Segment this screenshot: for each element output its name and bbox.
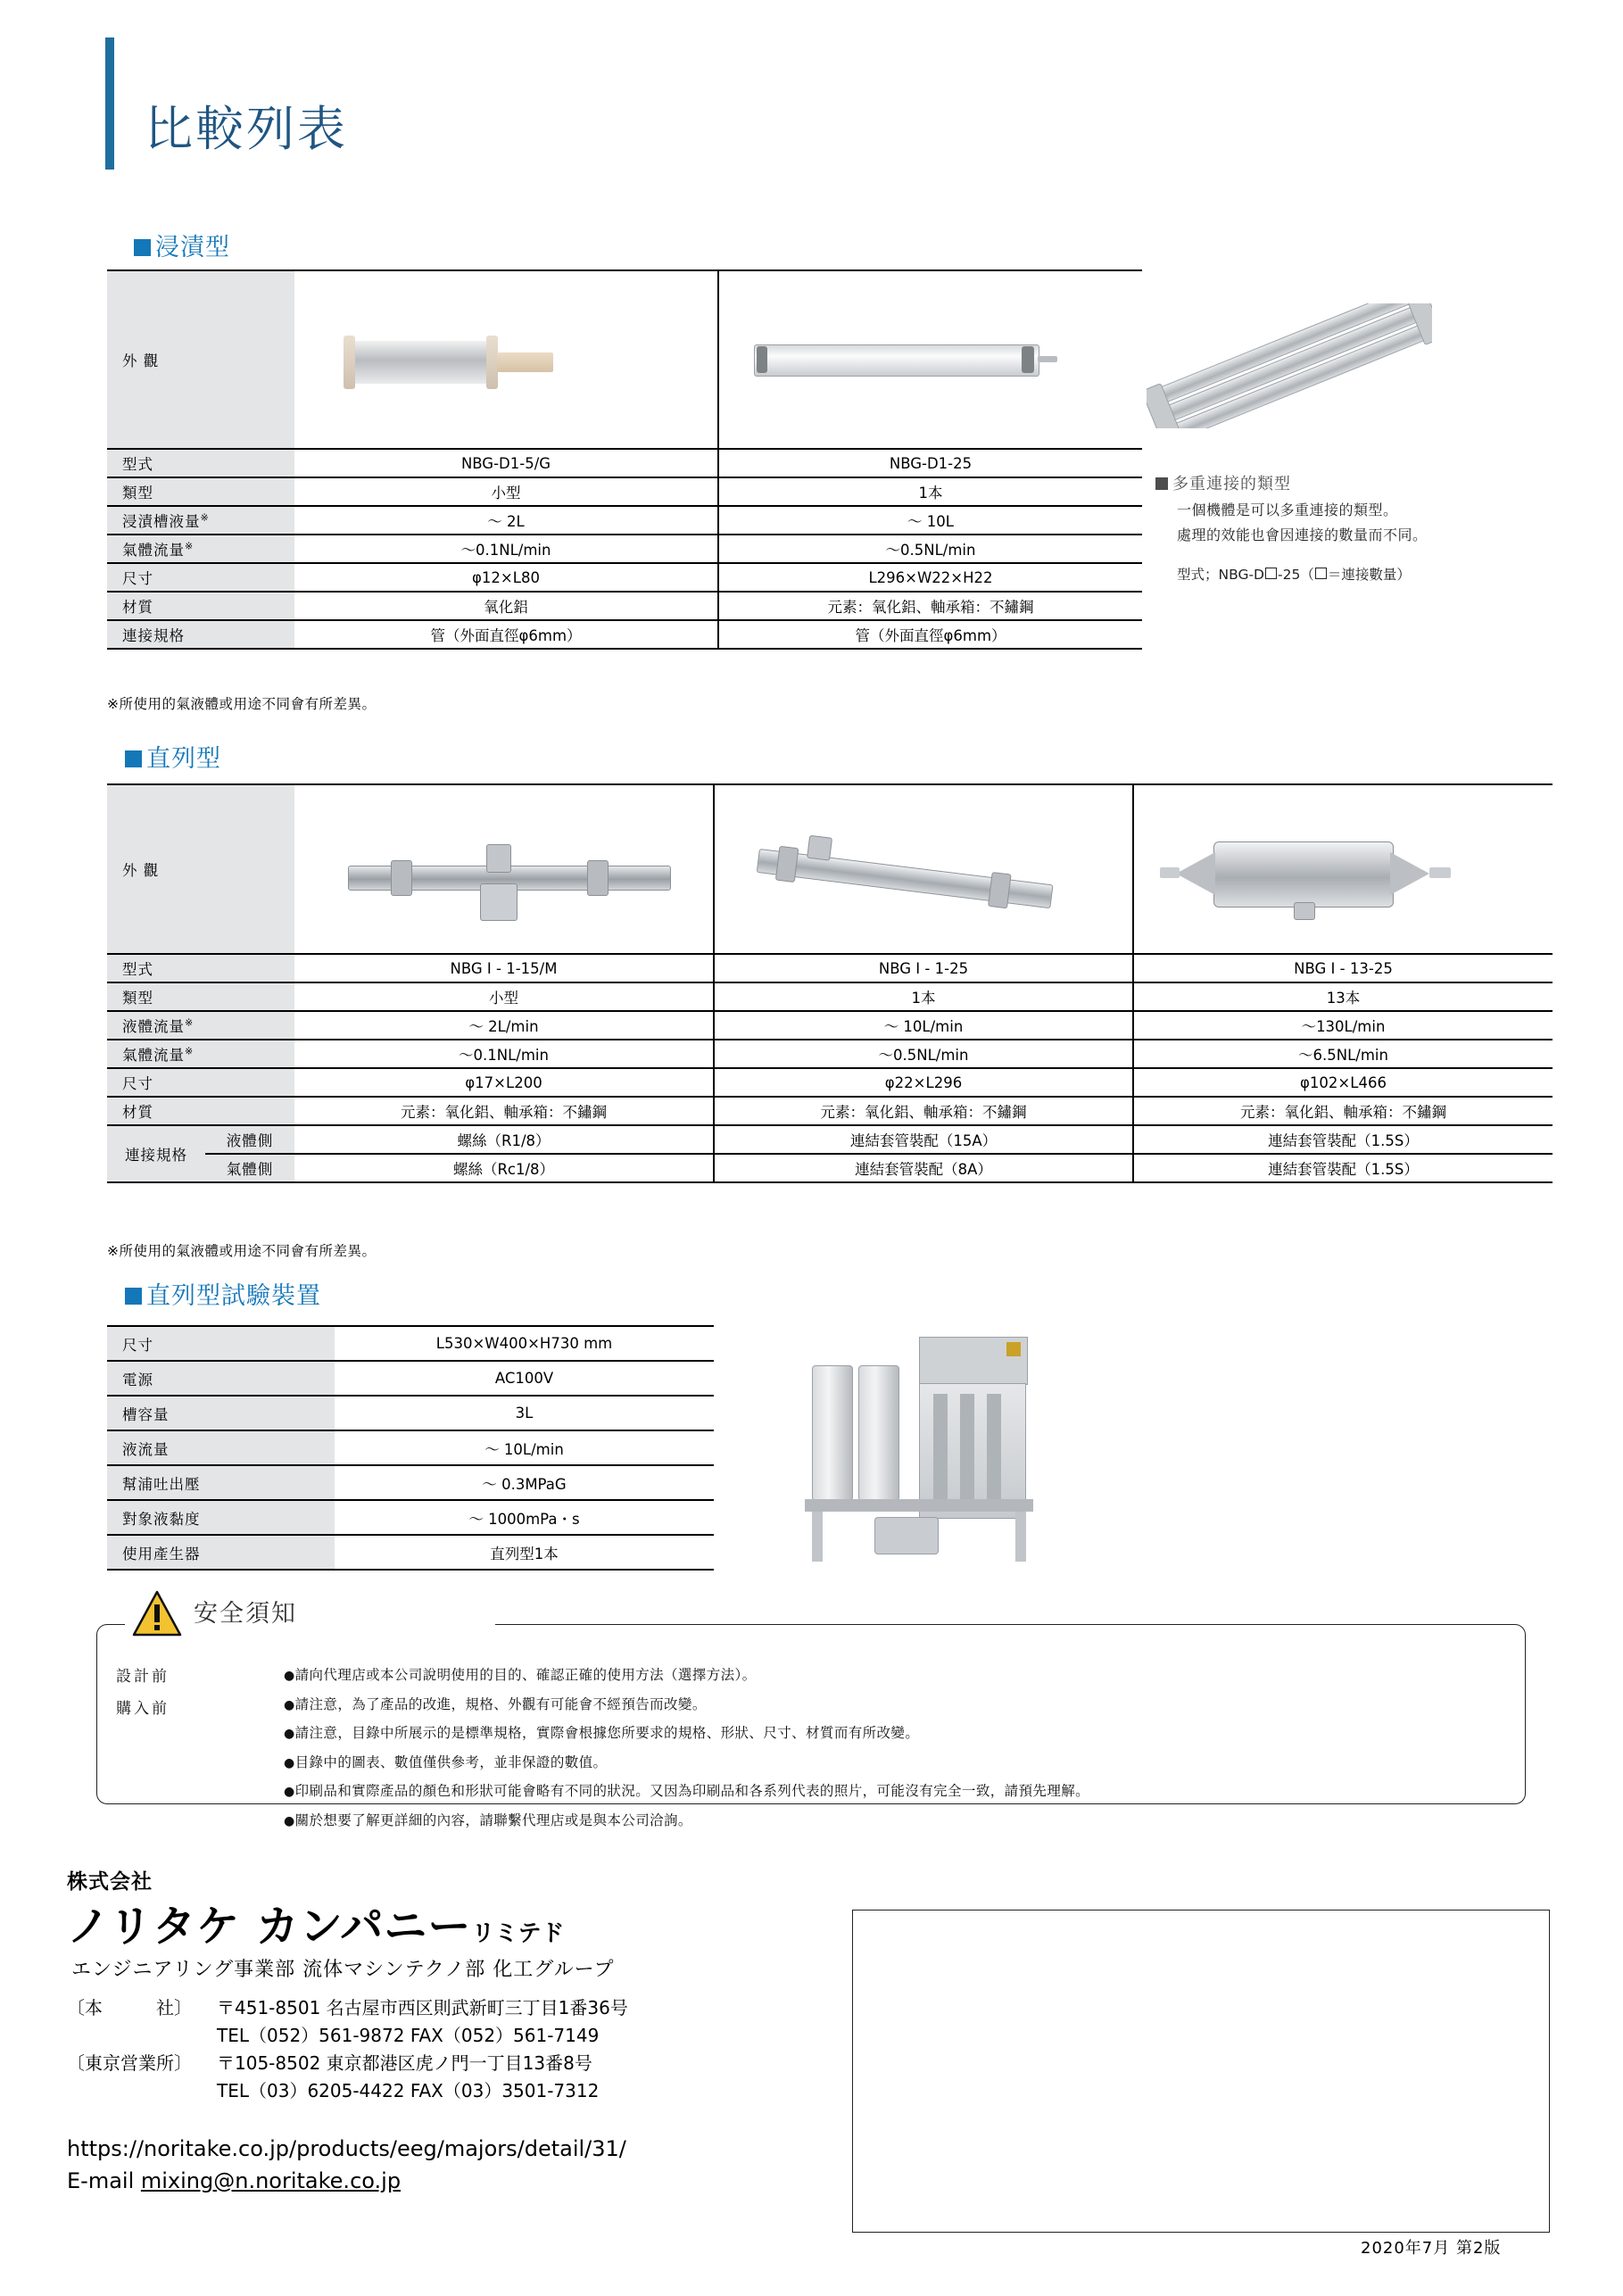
row-value: 連結套管裝配（8A） <box>714 1154 1133 1182</box>
row-value: 3L <box>335 1396 714 1430</box>
row-value: 螺絲（Rc1/8） <box>294 1154 714 1182</box>
row-label-text: 氣體流量 <box>122 1047 185 1064</box>
row-value: 1本 <box>714 982 1133 1011</box>
row-label-text: 浸漬槽液量 <box>122 513 201 530</box>
row-label: 尺寸 <box>107 563 294 592</box>
table-row <box>107 1535 714 1570</box>
model-prefix: 型式；NBG-D <box>1177 567 1264 583</box>
table-row <box>107 563 1142 592</box>
bullet-icon: ● <box>284 1813 295 1828</box>
office-tel <box>67 2077 628 2105</box>
row-label: 液流量 <box>107 1430 335 1465</box>
row-value: ～ 10L <box>718 506 1142 535</box>
row-label: 類型 <box>107 477 294 506</box>
section-marker-icon <box>125 1288 142 1305</box>
row-value: 連結套管裝配（15A） <box>714 1125 1133 1154</box>
row-value: ～0.1NL/min <box>294 535 718 563</box>
section-label-testrig: 直列型試驗裝置 <box>146 1282 321 1310</box>
product-photo-multi-connect <box>1147 303 1432 428</box>
table-row-appearance <box>107 784 1553 954</box>
row-label: 型式 <box>107 449 294 477</box>
row-label <box>107 535 294 563</box>
table-row <box>107 535 1142 563</box>
row-value: φ22×L296 <box>714 1068 1133 1097</box>
company-name-main: ノリタケ カンパニー <box>67 1902 472 1952</box>
multi-connect-note <box>1155 471 1584 584</box>
inline-table-footnote: ※所使用的氣液體或用途不同會有所差異。 <box>107 1243 377 1259</box>
page-title: 比較列表 <box>145 101 348 157</box>
footnote-ref: ※ <box>185 540 195 552</box>
row-value: 小型 <box>294 982 714 1011</box>
office-name: 〔本 社〕 <box>67 1997 192 2018</box>
table-row <box>107 477 1142 506</box>
safety-item-text: 請向代理店或本公司說明使用的目的、確認正確的使用方法（選擇方法）。 <box>294 1667 757 1683</box>
table-row <box>107 1154 1553 1182</box>
row-value: 1本 <box>718 477 1142 506</box>
table-row <box>107 506 1142 535</box>
office-head <box>67 2050 628 2077</box>
placeholder-box-icon <box>1265 568 1277 579</box>
table-row <box>107 1361 714 1396</box>
row-label: 電源 <box>107 1361 335 1396</box>
row-value: 元素：氧化鋁、軸承箱：不鏽鋼 <box>714 1097 1133 1125</box>
company-name-sub: リミテド <box>471 1920 565 1947</box>
table-row <box>107 1500 714 1535</box>
appearance-cell-2 <box>718 270 1142 449</box>
row-value: φ102×L466 <box>1133 1068 1553 1097</box>
office-head <box>67 1994 628 2022</box>
bullet-icon: ● <box>284 1669 295 1683</box>
sub-row-label: 氣體側 <box>205 1154 294 1182</box>
product-photo-test-rig <box>785 1330 1071 1571</box>
row-label: 尺寸 <box>107 1068 294 1097</box>
email-address[interactable]: mixing@n.noritake.co.jp <box>140 2168 402 2193</box>
bullet-icon: ● <box>284 1755 295 1770</box>
section-header-testrig <box>125 1276 321 1311</box>
row-label <box>107 506 294 535</box>
bullet-icon: ● <box>284 1727 295 1741</box>
footnote-ref: ※ <box>185 1016 195 1029</box>
table-row <box>107 954 1553 982</box>
table-row <box>107 1430 714 1465</box>
office-addresses <box>67 1994 628 2105</box>
row-value: NBG-D1-25 <box>718 449 1142 477</box>
inline-spec-table <box>107 783 1553 1183</box>
office-address: 〒105-8502 東京都港区虎ノ門一丁目13番8号 <box>217 2052 592 2074</box>
placeholder-box-icon <box>1315 568 1327 579</box>
note-marker-icon <box>1155 477 1168 490</box>
row-value: 元素：氧化鋁、軸承箱：不鏽鋼 <box>1133 1097 1553 1125</box>
footnote-ref: ※ <box>200 511 210 524</box>
row-value: 小型 <box>294 477 718 506</box>
row-label: 材質 <box>107 1097 294 1125</box>
table-row <box>107 1068 1553 1097</box>
row-label: 對象液黏度 <box>107 1500 335 1535</box>
row-value: 管（外面直徑φ6mm） <box>294 620 718 649</box>
row-value: ～0.5NL/min <box>714 1040 1133 1068</box>
row-value: 直列型1本 <box>335 1535 714 1570</box>
safety-item-text: 目錄中的圖表、數值僅供參考，並非保證的數值。 <box>294 1753 608 1770</box>
table-row <box>107 592 1142 620</box>
row-label: 使用產生器 <box>107 1535 335 1570</box>
section-label-inline: 直列型 <box>146 745 221 773</box>
row-label: 槽容量 <box>107 1396 335 1430</box>
table-row <box>107 1326 714 1361</box>
row-value: 元素：氧化鋁、軸承箱：不鏽鋼 <box>294 1097 714 1125</box>
section-marker-icon <box>134 239 151 256</box>
safety-when-design: 設計前 <box>116 1668 170 1686</box>
safety-item <box>284 1754 1089 1772</box>
multi-connect-heading-text: 多重連接的類型 <box>1172 475 1291 493</box>
website-url[interactable]: https://noritake.co.jp/products/eeg/majors/detail/31/ <box>67 2136 626 2161</box>
safety-item <box>284 1812 1089 1830</box>
email-line <box>67 2165 626 2197</box>
office-tel <box>67 2022 628 2050</box>
row-label-appearance: 外 觀 <box>107 784 294 954</box>
table-row <box>107 620 1142 649</box>
row-value: φ17×L200 <box>294 1068 714 1097</box>
row-label: 型式 <box>107 954 294 982</box>
table-row <box>107 449 1142 477</box>
table-row <box>107 1097 1553 1125</box>
row-label-text: 液體流量 <box>122 1018 185 1035</box>
appearance-cell-3 <box>1133 784 1553 954</box>
safety-when-purchase: 購入前 <box>116 1700 170 1718</box>
bullet-icon: ● <box>284 1697 295 1712</box>
company-division: エンジニアリング事業部 流体マシンテクノ部 化工グループ <box>71 1959 615 1981</box>
row-value: L296×W22×H22 <box>718 563 1142 592</box>
footer-links <box>67 2133 626 2197</box>
row-value: NBG I - 13-25 <box>1133 954 1553 982</box>
section-header-immersion <box>134 228 230 262</box>
row-value: ～ 10L/min <box>335 1430 714 1465</box>
row-label: 材質 <box>107 592 294 620</box>
row-value: NBG-D1-5/G <box>294 449 718 477</box>
office-address: 〒451-8501 名古屋市西区則武新町三丁目1番36号 <box>217 1997 628 2018</box>
appearance-cell-1 <box>294 784 714 954</box>
bullet-icon: ● <box>284 1785 295 1799</box>
appearance-cell-1 <box>294 270 718 449</box>
appearance-cell-2 <box>714 784 1133 954</box>
safety-item-list <box>284 1667 1089 1841</box>
safety-notice-title: 安全須知 <box>183 1594 308 1629</box>
footer-blank-box <box>852 1910 1550 2233</box>
safety-item <box>284 1725 1089 1743</box>
table-row <box>107 1396 714 1430</box>
row-label: 類型 <box>107 982 294 1011</box>
row-value: AC100V <box>335 1361 714 1396</box>
table-row <box>107 1040 1553 1068</box>
multi-connect-line: 處理的效能也會因連接的數量而不同。 <box>1177 526 1428 543</box>
warning-triangle-icon <box>132 1590 182 1637</box>
office-name: 〔東京営業所〕 <box>67 2052 192 2074</box>
testrig-spec-table <box>107 1325 714 1571</box>
row-label-text: 氣體流量 <box>122 542 185 559</box>
row-label: 幫浦吐出壓 <box>107 1465 335 1500</box>
table-row <box>107 1465 714 1500</box>
safety-item <box>284 1696 1089 1714</box>
row-label-connection-spec: 連接規格 <box>107 1125 205 1182</box>
row-value: ～ 10L/min <box>714 1011 1133 1040</box>
multi-connect-model <box>1177 564 1584 584</box>
row-value: ～0.5NL/min <box>718 535 1142 563</box>
sub-row-label: 液體側 <box>205 1125 294 1154</box>
table-row <box>107 1011 1553 1040</box>
row-value: 氧化鋁 <box>294 592 718 620</box>
page-header <box>0 0 1623 221</box>
row-value: ～ 1000mPa・s <box>335 1500 714 1535</box>
row-value: 螺絲（R1/8） <box>294 1125 714 1154</box>
row-value: ～0.1NL/min <box>294 1040 714 1068</box>
safety-item <box>284 1667 1089 1685</box>
row-value: 13本 <box>1133 982 1553 1011</box>
safety-item <box>284 1783 1089 1801</box>
section-header-inline <box>125 739 221 774</box>
row-value: NBG I - 1-25 <box>714 954 1133 982</box>
title-accent-bar <box>105 37 114 170</box>
company-legal-form: 株式会社 <box>67 1870 153 1894</box>
row-value: 連結套管裝配（1.5S） <box>1133 1125 1553 1154</box>
row-value: φ12×L80 <box>294 563 718 592</box>
company-name <box>67 1892 564 1953</box>
safety-item-text: 印刷品和實際產品的顏色和形狀可能會略有不同的狀況。又因為印刷品和各系列代表的照片，可能沒有完全一致，請預先理解。 <box>294 1783 1090 1799</box>
table-row <box>107 982 1553 1011</box>
row-label: 尺寸 <box>107 1326 335 1361</box>
office-phone: TEL（03）6205-4422 FAX（03）3501-7312 <box>217 2080 600 2101</box>
row-value: ～6.5NL/min <box>1133 1040 1553 1068</box>
model-suffix: -25（ <box>1278 567 1314 583</box>
multi-connect-heading <box>1155 471 1584 494</box>
model-tail: ＝連接數量） <box>1327 567 1411 583</box>
row-value: 元素：氧化鋁、軸承箱：不鏽鋼 <box>718 592 1142 620</box>
row-value: ～130L/min <box>1133 1011 1553 1040</box>
row-value: ～ 2L/min <box>294 1011 714 1040</box>
row-label <box>107 1040 294 1068</box>
section-label-immersion: 浸漬型 <box>155 234 230 261</box>
row-label <box>107 1011 294 1040</box>
safety-item-text: 關於想要了解更詳細的內容，請聯繫代理店或是與本公司洽詢。 <box>294 1811 692 1828</box>
footnote-ref: ※ <box>185 1045 195 1057</box>
row-value: 管（外面直徑φ6mm） <box>718 620 1142 649</box>
safety-item-text: 請注意，為了產品的改進，規格、外觀有可能會不經預告而改變。 <box>294 1695 707 1712</box>
table-row <box>107 1125 1553 1154</box>
immersion-table-footnote: ※所使用的氣液體或用途不同會有所差異。 <box>107 696 377 712</box>
multi-connect-line: 一個機體是可以多重連接的類型。 <box>1177 501 1398 518</box>
row-value: 連結套管裝配（1.5S） <box>1133 1154 1553 1182</box>
publication-date: 2020年7月 第2版 <box>1361 2239 1502 2258</box>
row-value: ～ 2L <box>294 506 718 535</box>
safety-item-text: 請注意，目錄中所展示的是標準規格，實際會根據您所要求的規格、形狀、尺寸、材質而有所改變。 <box>294 1725 920 1741</box>
office-phone: TEL（052）561-9872 FAX（052）561-7149 <box>217 2025 600 2046</box>
immersion-spec-table <box>107 269 1142 650</box>
section-marker-icon <box>125 750 142 767</box>
row-value: NBG I - 1-15/M <box>294 954 714 982</box>
row-value: L530×W400×H730 mm <box>335 1326 714 1361</box>
row-label-appearance: 外 觀 <box>107 270 294 449</box>
table-row-appearance <box>107 270 1142 449</box>
row-value: ～ 0.3MPaG <box>335 1465 714 1500</box>
email-label: E-mail <box>67 2168 141 2193</box>
row-label: 連接規格 <box>107 620 294 649</box>
